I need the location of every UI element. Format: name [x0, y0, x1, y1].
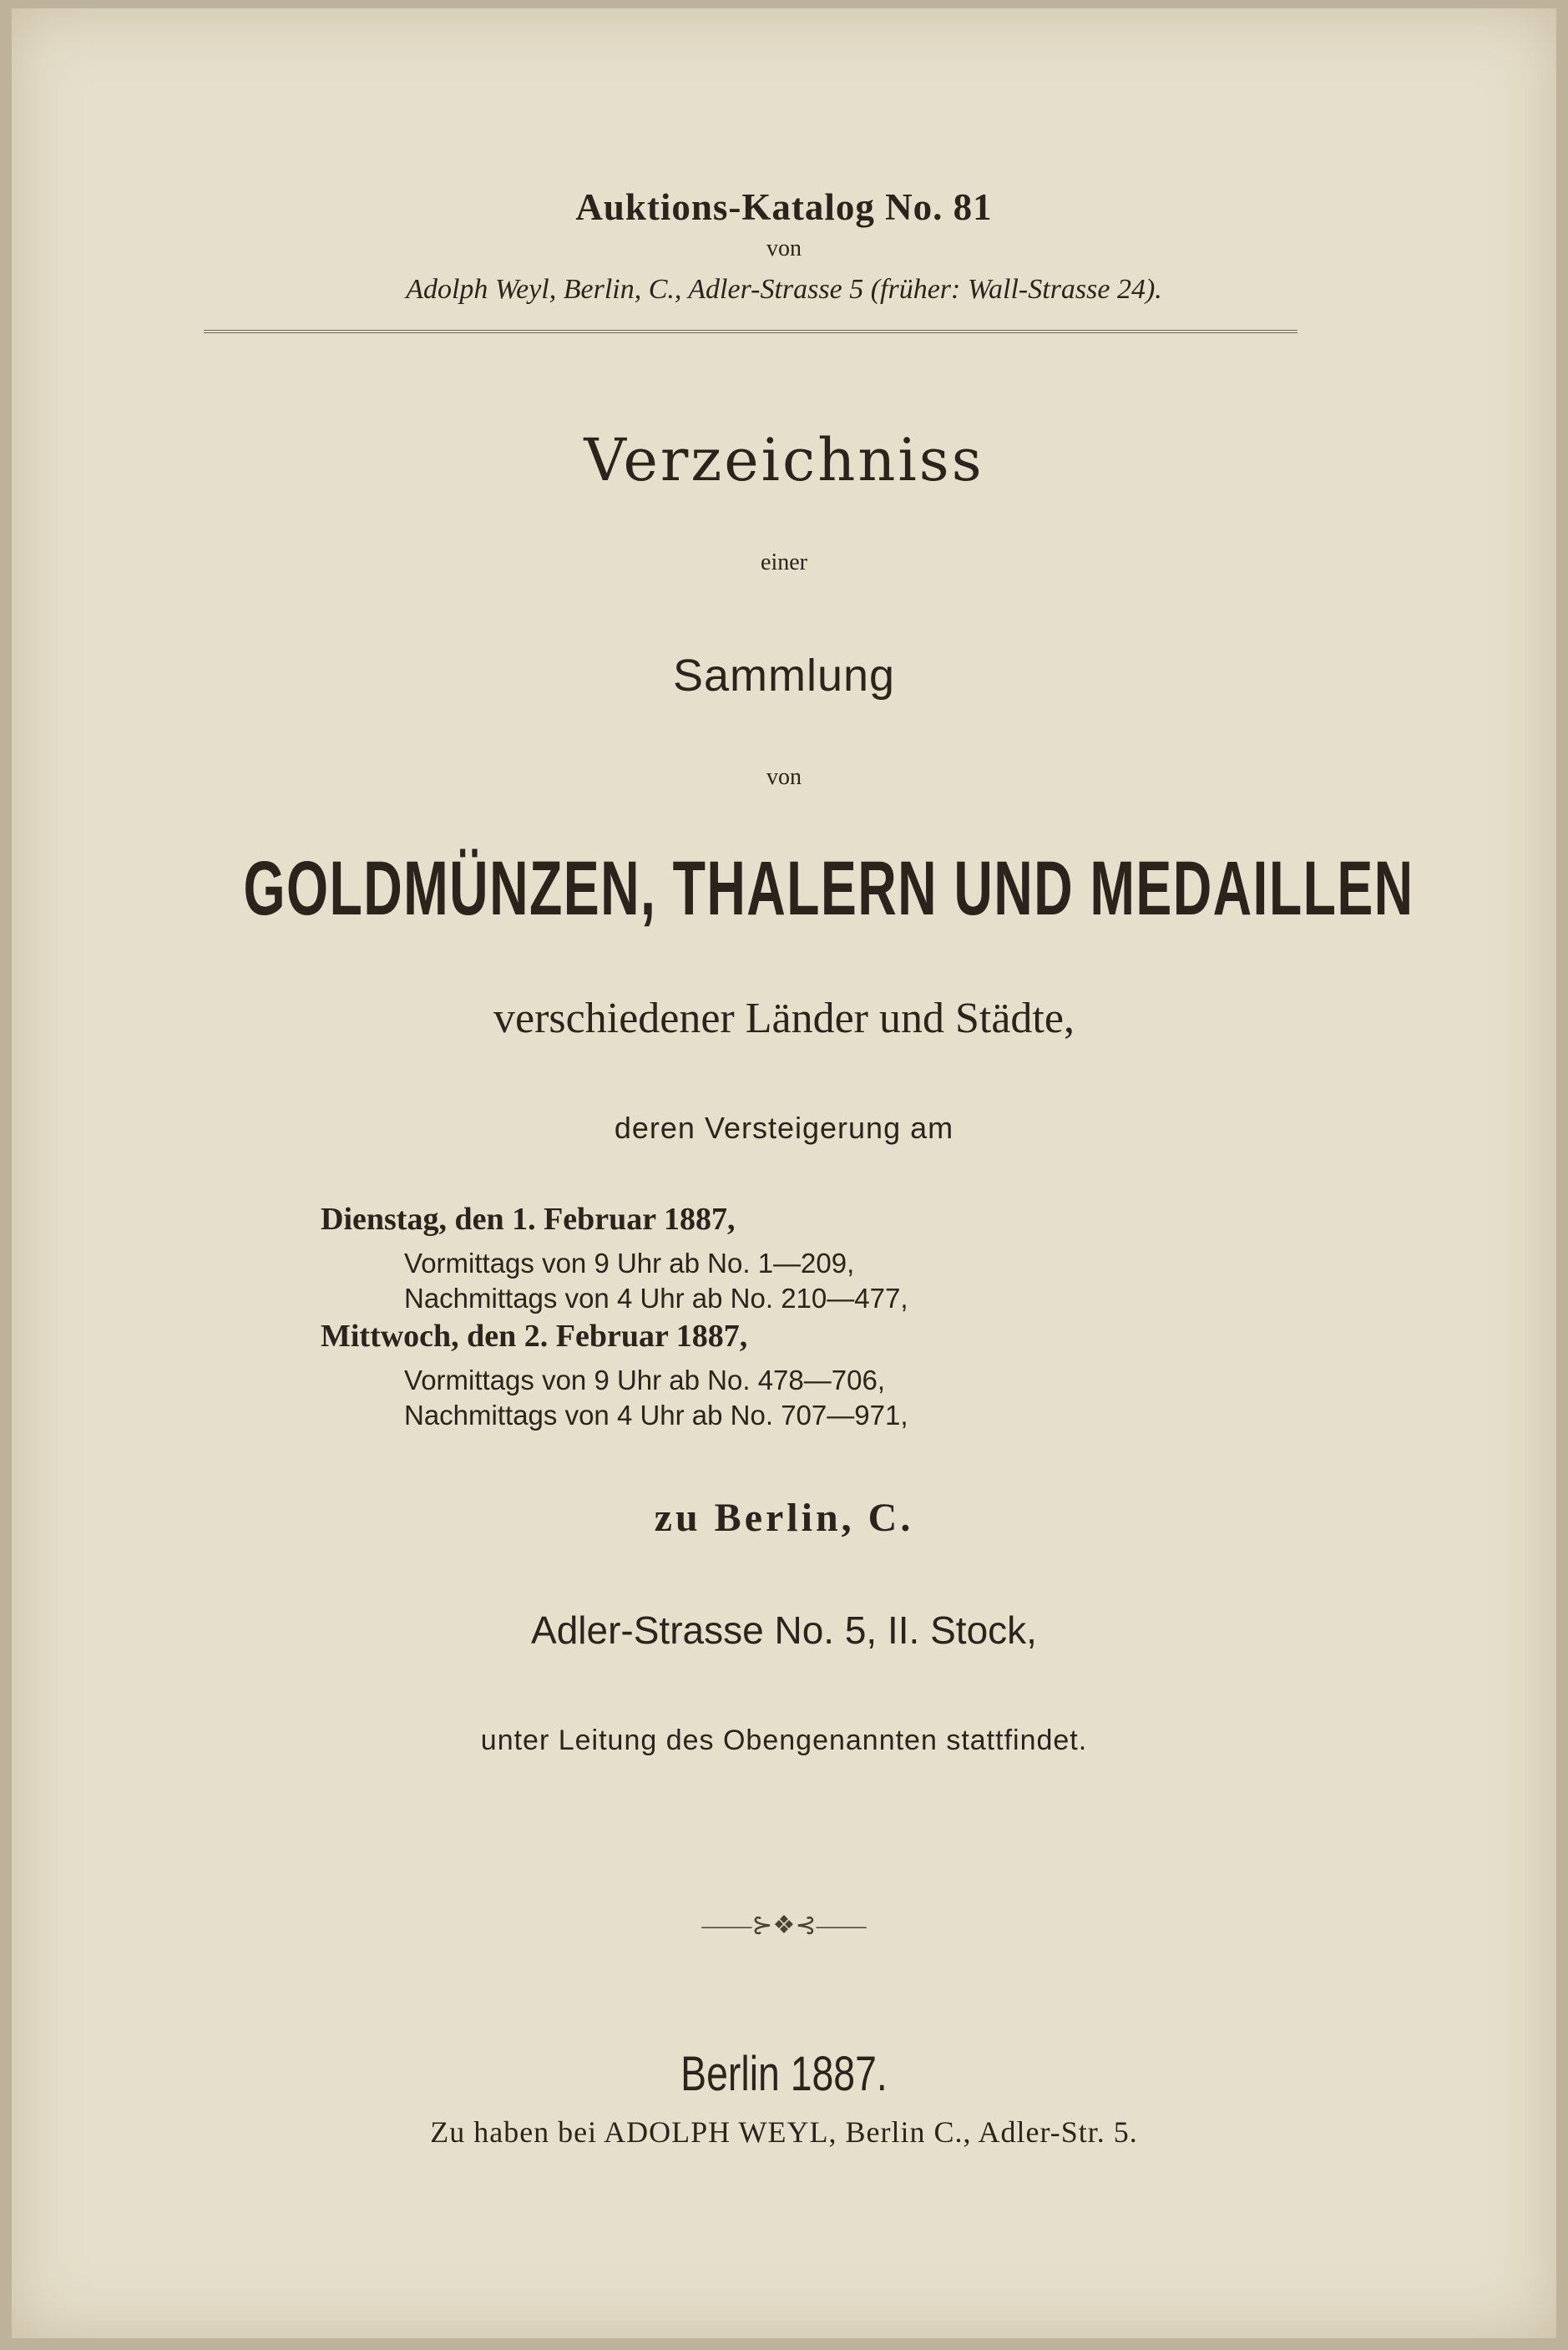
schedule-time-1: Vormittags von 9 Uhr ab No. 1—209,	[404, 1248, 855, 1279]
schedule-day-2: Mittwoch, den 2. Februar 1887,	[321, 1319, 748, 1354]
heading-sammlung: Sammlung	[672, 651, 896, 701]
von-line-2: von	[766, 764, 802, 790]
main-title: GOLDMÜNZEN, THALERN UND MEDAILLEN	[243, 846, 1414, 931]
subtitle: verschiedener Länder und Städte,	[493, 995, 1075, 1042]
catalog-title-page	[12, 8, 1556, 2338]
von-line-1: von	[766, 236, 802, 261]
availability-line: Zu haben bei ADOLPH WEYL, Berlin C., Adler-Str. 5.	[430, 2115, 1138, 2149]
auction-intro: deren Versteigerung am	[614, 1111, 954, 1145]
auction-address: Adler-Strasse No. 5, II. Stock,	[531, 1608, 1037, 1652]
header-rule	[204, 330, 1297, 333]
schedule-time-3: Vormittags von 9 Uhr ab No. 478—706,	[404, 1365, 885, 1395]
auction-place: zu Berlin, C.	[654, 1496, 914, 1540]
auction-direction: unter Leitung des Obengenannten stattfindet.	[480, 1725, 1088, 1756]
schedule-time-2: Nachmittags von 4 Uhr ab No. 210—477,	[404, 1283, 908, 1314]
catalog-title: Auktions-Katalog No. 81	[575, 186, 993, 228]
einer-line: einer	[761, 550, 807, 575]
publisher-line: Adolph Weyl, Berlin, C., Adler-Strasse 5 (früher: Wall-Strasse 24).	[406, 274, 1162, 305]
heading-verzeichniss: Verzeichniss	[584, 426, 984, 494]
place-year: Berlin 1887.	[680, 2047, 888, 2101]
ornament-divider: ——⊱❖⊰——	[701, 1912, 867, 1939]
schedule-time-4: Nachmittags von 4 Uhr ab No. 707—971,	[404, 1400, 908, 1431]
schedule-day-1: Dienstag, den 1. Februar 1887,	[321, 1202, 736, 1237]
